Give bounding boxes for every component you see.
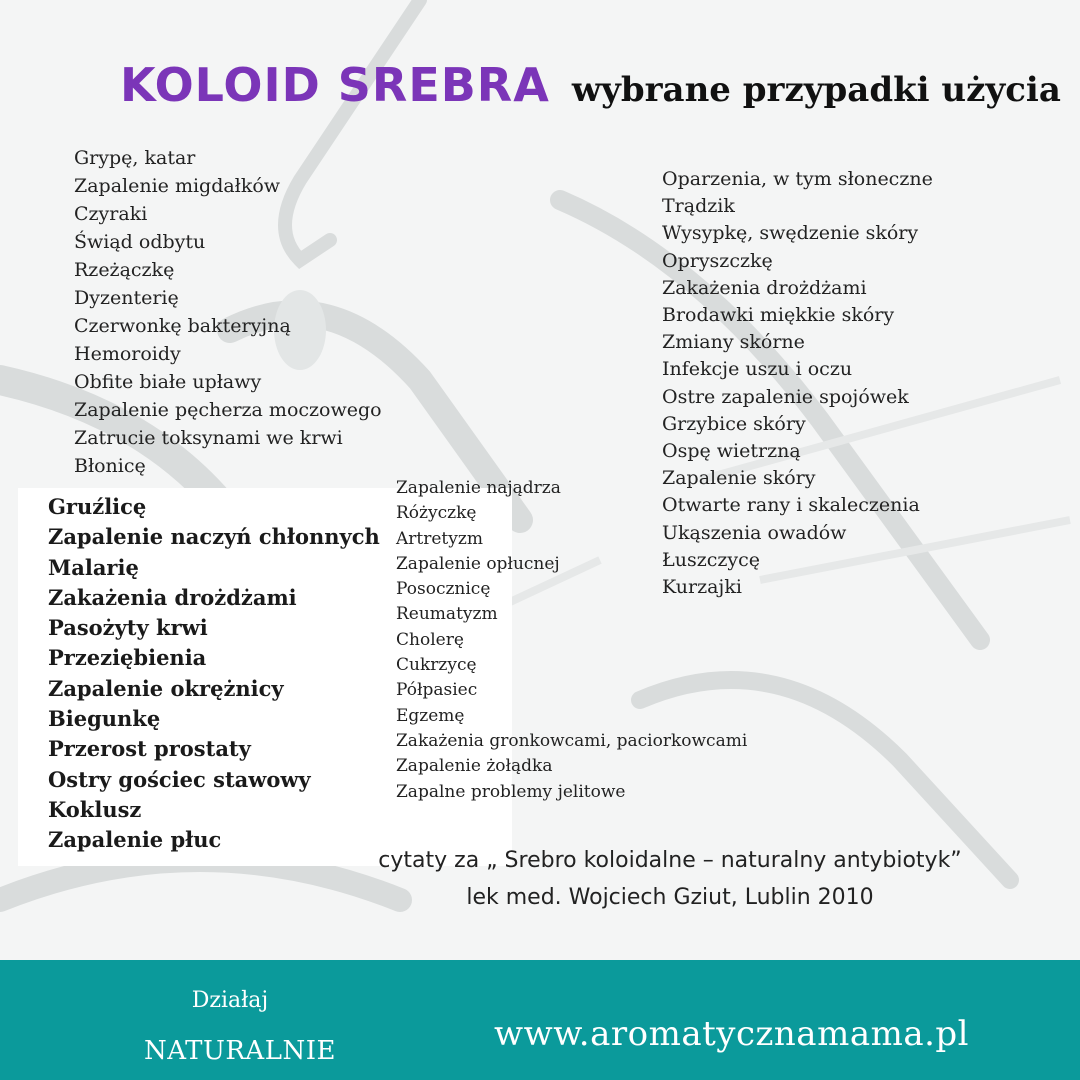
list-item: Posocznicę — [396, 579, 491, 600]
citation-line-2: lek med. Wojciech Gziut, Lublin 2010 — [466, 885, 874, 910]
list-item: Półpasiec — [396, 680, 478, 701]
list-item: Obfite białe upławy — [74, 371, 262, 393]
footer-banner — [0, 960, 1080, 1080]
uses-list-left-top — [74, 144, 382, 480]
list-item: Brodawki miękkie skóry — [662, 304, 895, 327]
slogan-line-1: Działaj — [191, 988, 269, 1013]
uses-list-panel — [48, 492, 380, 856]
list-item: Pasożyty krwi — [48, 615, 208, 641]
list-item: Zapalenie okrężnicy — [48, 675, 284, 701]
list-item: Otwarte rany i skaleczenia — [662, 494, 920, 517]
list-item: Koklusz — [48, 796, 142, 822]
list-item: Ospę wietrzną — [662, 440, 801, 463]
list-item: Zapalenie skóry — [662, 467, 816, 490]
citation — [290, 842, 1050, 916]
website-url: www.aromatycznamama.pl — [494, 1014, 970, 1054]
list-item: Przeziębienia — [48, 645, 207, 671]
list-item: Cukrzycę — [396, 655, 477, 676]
citation-line-1: cytaty za „ Srebro koloidalne – naturalny antybiotyk” — [378, 848, 962, 873]
uses-list-middle — [396, 476, 747, 805]
brand-title: KOLOID SREBRA — [120, 58, 550, 112]
list-item: Wysypkę, swędzenie skóry — [662, 222, 919, 245]
list-item: Opryszczkę — [662, 249, 773, 272]
list-item: Oparzenia, w tym słoneczne — [662, 168, 933, 190]
list-item: Reumatyzm — [396, 604, 498, 625]
list-item: Świąd odbytu — [74, 231, 206, 253]
list-item: Ukąszenia owadów — [662, 521, 847, 544]
list-item: Czerwonkę bakteryjną — [74, 315, 291, 337]
list-item: Dyzenterię — [74, 287, 179, 309]
list-item: Zmiany skórne — [662, 331, 805, 354]
list-item: Gruźlicę — [48, 494, 147, 519]
list-item: Zakażenia gronkowcami, paciorkowcami — [396, 730, 748, 751]
list-item: Zapalenie naczyń chłonnych — [48, 524, 380, 550]
list-item: Hemoroidy — [74, 343, 181, 365]
list-item: Ostre zapalenie spojówek — [662, 385, 909, 408]
list-item: Rzeżączkę — [74, 259, 175, 281]
list-item: Zapalne problemy jelitowe — [396, 781, 626, 802]
list-item: Zapalenie opłucnej — [396, 553, 560, 574]
list-item: Zatrucie toksynami we krwi — [74, 427, 343, 449]
list-item: Grypę, katar — [74, 147, 196, 169]
list-item: Czyraki — [74, 203, 148, 225]
list-item: Infekcje uszu i oczu — [662, 358, 853, 381]
list-item: Zapalenie migdałków — [74, 175, 281, 197]
slogan-line-2: NATURALNIE — [144, 1036, 336, 1066]
list-item: Biegunkę — [48, 706, 161, 732]
list-item: Cholerę — [396, 629, 464, 650]
list-item: Zapalenie żołądka — [396, 756, 553, 777]
list-item: Różyczkę — [396, 503, 477, 524]
list-item: Trądzik — [662, 195, 735, 218]
list-item: Zapalenie najądrza — [396, 478, 561, 498]
list-item: Ostry gościec stawowy — [48, 766, 311, 792]
list-item: Przerost prostaty — [48, 736, 251, 762]
list-item: Błonicę — [74, 455, 146, 477]
list-item: Malarię — [48, 554, 139, 580]
list-item: Egzemę — [396, 705, 465, 726]
list-item: Łuszczycę — [662, 548, 760, 571]
list-item: Grzybice skóry — [662, 412, 806, 435]
list-item: Zakażenia drożdżami — [662, 276, 867, 299]
list-item: Zapalenie pęcherza moczowego — [74, 399, 382, 421]
list-item: Zakażenia drożdżami — [48, 584, 297, 610]
title-row — [120, 58, 1070, 118]
list-item: Zapalenie płuc — [48, 827, 222, 853]
list-item: Artretyzm — [396, 528, 483, 549]
page-subtitle: wybrane przypadki użycia — [571, 70, 1061, 110]
list-item: Kurzajki — [662, 576, 742, 599]
